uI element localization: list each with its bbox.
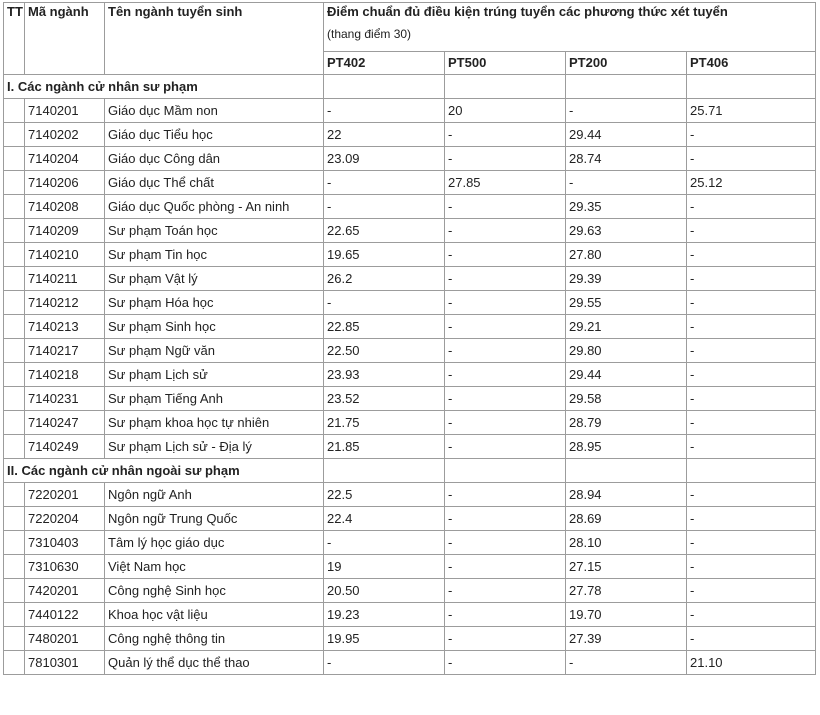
- table-row: [4, 339, 816, 363]
- pt406-cell: 25.12: [687, 171, 816, 195]
- pt200-cell: 28.74: [566, 147, 687, 171]
- pt406-cell: -: [687, 219, 816, 243]
- code-cell: 7140210: [25, 243, 105, 267]
- pt200-cell: 29.55: [566, 291, 687, 315]
- pt402-cell: -: [324, 171, 445, 195]
- pt406-cell: -: [687, 411, 816, 435]
- code-cell: 7310403: [25, 531, 105, 555]
- pt406-cell: -: [687, 555, 816, 579]
- code-cell: 7140231: [25, 387, 105, 411]
- pt200-cell: -: [566, 99, 687, 123]
- pt200-cell: 29.63: [566, 219, 687, 243]
- section-empty-cell: [445, 459, 566, 483]
- code-cell: 7140217: [25, 339, 105, 363]
- pt200-cell: 29.35: [566, 195, 687, 219]
- pt500-cell: -: [445, 483, 566, 507]
- tt-cell: [4, 147, 25, 171]
- header-method-pt402: PT402: [324, 52, 445, 75]
- tt-cell: [4, 483, 25, 507]
- header-tt: TT: [4, 3, 25, 75]
- section-empty-cell: [566, 75, 687, 99]
- name-cell: Giáo dục Tiểu học: [105, 123, 324, 147]
- pt500-cell: 20: [445, 99, 566, 123]
- code-cell: 7810301: [25, 651, 105, 675]
- tt-cell: [4, 411, 25, 435]
- pt200-cell: 27.80: [566, 243, 687, 267]
- section-title: II. Các ngành cử nhân ngoài sư phạm: [4, 459, 324, 483]
- code-cell: 7420201: [25, 579, 105, 603]
- pt402-cell: 22.4: [324, 507, 445, 531]
- table-row: [4, 651, 816, 675]
- tt-cell: [4, 507, 25, 531]
- pt500-cell: -: [445, 267, 566, 291]
- table-row: [4, 267, 816, 291]
- pt406-cell: -: [687, 483, 816, 507]
- pt402-cell: 19.23: [324, 603, 445, 627]
- table-row: [4, 411, 816, 435]
- table-row: [4, 195, 816, 219]
- code-cell: 7140204: [25, 147, 105, 171]
- code-cell: 7440122: [25, 603, 105, 627]
- tt-cell: [4, 627, 25, 651]
- table-row: [4, 555, 816, 579]
- tt-cell: [4, 267, 25, 291]
- name-cell: Sư phạm Lịch sử - Địa lý: [105, 435, 324, 459]
- code-cell: 7310630: [25, 555, 105, 579]
- pt500-cell: -: [445, 531, 566, 555]
- pt500-cell: -: [445, 411, 566, 435]
- pt402-cell: -: [324, 291, 445, 315]
- section-title: I. Các ngành cử nhân sư phạm: [4, 75, 324, 99]
- table-row: [4, 171, 816, 195]
- pt402-cell: 19.95: [324, 627, 445, 651]
- pt200-cell: 28.95: [566, 435, 687, 459]
- header-name: Tên ngành tuyển sinh: [105, 3, 324, 75]
- pt500-cell: -: [445, 123, 566, 147]
- pt500-cell: -: [445, 243, 566, 267]
- table-row: [4, 291, 816, 315]
- pt500-cell: -: [445, 291, 566, 315]
- pt200-cell: 29.44: [566, 363, 687, 387]
- pt500-cell: -: [445, 363, 566, 387]
- code-cell: 7140212: [25, 291, 105, 315]
- code-cell: 7220204: [25, 507, 105, 531]
- pt500-cell: -: [445, 315, 566, 339]
- table-body: [4, 75, 816, 675]
- table-row: [4, 147, 816, 171]
- pt406-cell: -: [687, 507, 816, 531]
- code-cell: 7140202: [25, 123, 105, 147]
- pt406-cell: 21.10: [687, 651, 816, 675]
- name-cell: Quản lý thể dục thể thao: [105, 651, 324, 675]
- name-cell: Sư phạm khoa học tự nhiên: [105, 411, 324, 435]
- table-row: [4, 219, 816, 243]
- tt-cell: [4, 651, 25, 675]
- pt500-cell: -: [445, 507, 566, 531]
- tt-cell: [4, 363, 25, 387]
- pt406-cell: 25.71: [687, 99, 816, 123]
- pt200-cell: 28.10: [566, 531, 687, 555]
- tt-cell: [4, 99, 25, 123]
- name-cell: Công nghệ Sinh học: [105, 579, 324, 603]
- code-cell: 7140209: [25, 219, 105, 243]
- pt200-cell: 29.58: [566, 387, 687, 411]
- section-row: [4, 75, 816, 99]
- pt200-cell: -: [566, 171, 687, 195]
- pt406-cell: -: [687, 243, 816, 267]
- table-row: [4, 507, 816, 531]
- code-cell: 7140249: [25, 435, 105, 459]
- pt200-cell: 28.69: [566, 507, 687, 531]
- name-cell: Giáo dục Quốc phòng - An ninh: [105, 195, 324, 219]
- pt500-cell: -: [445, 387, 566, 411]
- tt-cell: [4, 531, 25, 555]
- pt402-cell: 21.85: [324, 435, 445, 459]
- name-cell: Sư phạm Tiếng Anh: [105, 387, 324, 411]
- code-cell: 7220201: [25, 483, 105, 507]
- table-row: [4, 579, 816, 603]
- pt406-cell: -: [687, 579, 816, 603]
- name-cell: Ngôn ngữ Trung Quốc: [105, 507, 324, 531]
- pt500-cell: -: [445, 219, 566, 243]
- tt-cell: [4, 555, 25, 579]
- name-cell: Sư phạm Lịch sử: [105, 363, 324, 387]
- name-cell: Việt Nam học: [105, 555, 324, 579]
- name-cell: Sư phạm Hóa học: [105, 291, 324, 315]
- pt402-cell: 26.2: [324, 267, 445, 291]
- pt402-cell: 23.09: [324, 147, 445, 171]
- tt-cell: [4, 171, 25, 195]
- table-row: [4, 387, 816, 411]
- table-row: [4, 435, 816, 459]
- pt406-cell: -: [687, 531, 816, 555]
- pt402-cell: 22.50: [324, 339, 445, 363]
- pt200-cell: 28.94: [566, 483, 687, 507]
- tt-cell: [4, 579, 25, 603]
- pt406-cell: -: [687, 267, 816, 291]
- section-empty-cell: [324, 75, 445, 99]
- pt500-cell: 27.85: [445, 171, 566, 195]
- pt200-cell: 19.70: [566, 603, 687, 627]
- header-method-pt500: PT500: [445, 52, 566, 75]
- pt406-cell: -: [687, 339, 816, 363]
- code-cell: 7140206: [25, 171, 105, 195]
- pt200-cell: 27.39: [566, 627, 687, 651]
- pt500-cell: -: [445, 195, 566, 219]
- header-score-note: (thang điểm 30): [327, 27, 412, 41]
- pt402-cell: 22.65: [324, 219, 445, 243]
- table-row: [4, 603, 816, 627]
- code-cell: 7140201: [25, 99, 105, 123]
- pt402-cell: -: [324, 99, 445, 123]
- table-row: [4, 243, 816, 267]
- name-cell: Sư phạm Sinh học: [105, 315, 324, 339]
- pt500-cell: -: [445, 651, 566, 675]
- table-row: [4, 483, 816, 507]
- pt406-cell: -: [687, 315, 816, 339]
- header-score-group: [324, 3, 816, 52]
- code-cell: 7140211: [25, 267, 105, 291]
- pt200-cell: 28.79: [566, 411, 687, 435]
- tt-cell: [4, 387, 25, 411]
- pt200-cell: 27.15: [566, 555, 687, 579]
- tt-cell: [4, 603, 25, 627]
- pt402-cell: 19: [324, 555, 445, 579]
- tt-cell: [4, 195, 25, 219]
- name-cell: Sư phạm Vật lý: [105, 267, 324, 291]
- pt402-cell: 22: [324, 123, 445, 147]
- pt200-cell: 27.78: [566, 579, 687, 603]
- pt406-cell: -: [687, 123, 816, 147]
- pt200-cell: -: [566, 651, 687, 675]
- header-code: Mã ngành: [25, 3, 105, 75]
- table-row: [4, 363, 816, 387]
- pt500-cell: -: [445, 435, 566, 459]
- pt406-cell: -: [687, 195, 816, 219]
- pt402-cell: 21.75: [324, 411, 445, 435]
- table-row: [4, 315, 816, 339]
- pt402-cell: 22.5: [324, 483, 445, 507]
- pt406-cell: -: [687, 603, 816, 627]
- header-method-pt200: PT200: [566, 52, 687, 75]
- pt406-cell: -: [687, 291, 816, 315]
- pt402-cell: 20.50: [324, 579, 445, 603]
- pt500-cell: -: [445, 339, 566, 363]
- tt-cell: [4, 291, 25, 315]
- name-cell: Ngôn ngữ Anh: [105, 483, 324, 507]
- section-row: [4, 459, 816, 483]
- tt-cell: [4, 315, 25, 339]
- pt402-cell: -: [324, 531, 445, 555]
- name-cell: Sư phạm Tin học: [105, 243, 324, 267]
- pt406-cell: -: [687, 435, 816, 459]
- pt500-cell: -: [445, 579, 566, 603]
- table-row: [4, 531, 816, 555]
- pt402-cell: 19.65: [324, 243, 445, 267]
- name-cell: Công nghệ thông tin: [105, 627, 324, 651]
- header-score-title: Điểm chuẩn đủ điều kiện trúng tuyển các phương thức xét tuyển: [327, 4, 728, 19]
- pt200-cell: 29.21: [566, 315, 687, 339]
- pt500-cell: -: [445, 555, 566, 579]
- tt-cell: [4, 219, 25, 243]
- tt-cell: [4, 243, 25, 267]
- pt406-cell: -: [687, 627, 816, 651]
- table-row: [4, 627, 816, 651]
- tt-cell: [4, 435, 25, 459]
- table-row: [4, 123, 816, 147]
- pt200-cell: 29.39: [566, 267, 687, 291]
- section-empty-cell: [445, 75, 566, 99]
- tt-cell: [4, 339, 25, 363]
- table-row: [4, 99, 816, 123]
- pt402-cell: 23.93: [324, 363, 445, 387]
- name-cell: Tâm lý học giáo dục: [105, 531, 324, 555]
- pt200-cell: 29.80: [566, 339, 687, 363]
- name-cell: Sư phạm Toán học: [105, 219, 324, 243]
- code-cell: 7140213: [25, 315, 105, 339]
- header-method-pt406: PT406: [687, 52, 816, 75]
- pt500-cell: -: [445, 603, 566, 627]
- pt500-cell: -: [445, 627, 566, 651]
- section-empty-cell: [687, 75, 816, 99]
- code-cell: 7140208: [25, 195, 105, 219]
- pt406-cell: -: [687, 363, 816, 387]
- admission-score-table: [3, 2, 816, 675]
- pt500-cell: -: [445, 147, 566, 171]
- pt406-cell: -: [687, 147, 816, 171]
- name-cell: Giáo dục Công dân: [105, 147, 324, 171]
- section-empty-cell: [324, 459, 445, 483]
- pt402-cell: 23.52: [324, 387, 445, 411]
- name-cell: Sư phạm Ngữ văn: [105, 339, 324, 363]
- section-empty-cell: [566, 459, 687, 483]
- tt-cell: [4, 123, 25, 147]
- code-cell: 7140218: [25, 363, 105, 387]
- pt200-cell: 29.44: [566, 123, 687, 147]
- section-empty-cell: [687, 459, 816, 483]
- name-cell: Giáo dục Mầm non: [105, 99, 324, 123]
- pt406-cell: -: [687, 387, 816, 411]
- code-cell: 7480201: [25, 627, 105, 651]
- pt402-cell: -: [324, 651, 445, 675]
- name-cell: Giáo dục Thể chất: [105, 171, 324, 195]
- name-cell: Khoa học vật liệu: [105, 603, 324, 627]
- code-cell: 7140247: [25, 411, 105, 435]
- pt402-cell: 22.85: [324, 315, 445, 339]
- pt402-cell: -: [324, 195, 445, 219]
